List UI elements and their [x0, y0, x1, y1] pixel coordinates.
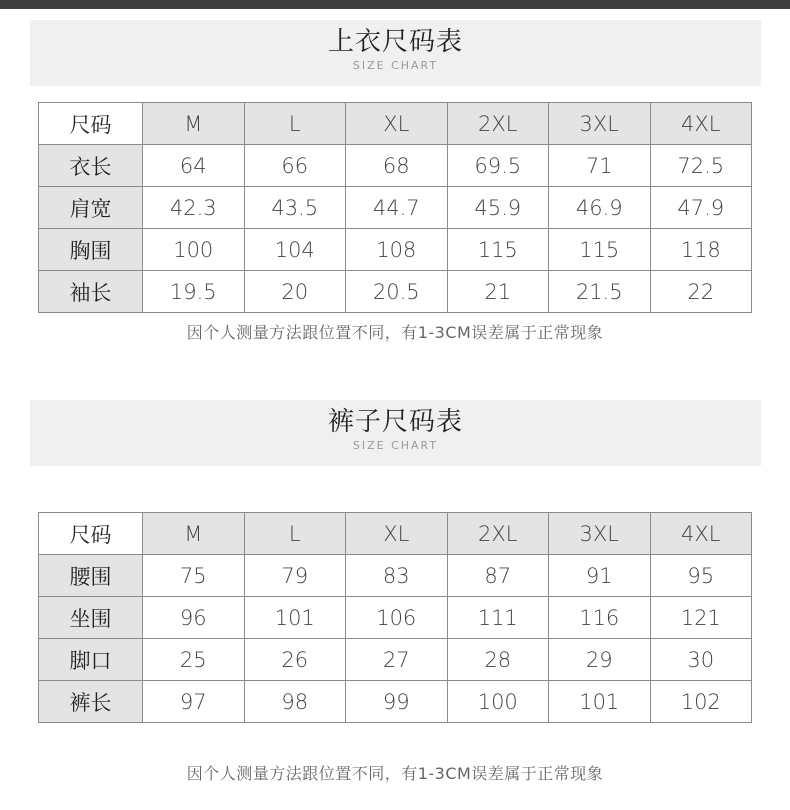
top-bar [0, 0, 790, 9]
value-cell: 101 [244, 597, 346, 639]
size-cell: 3XL [549, 103, 651, 145]
value-cell: 69.5 [447, 145, 549, 187]
table-row [39, 597, 752, 639]
table-row [39, 639, 752, 681]
value-cell: 72.5 [650, 145, 752, 187]
size-cell: L [244, 513, 346, 555]
table-row [39, 681, 752, 723]
value-cell: 115 [447, 229, 549, 271]
value-cell: 101 [549, 681, 651, 723]
size-cell: M [143, 513, 245, 555]
value-cell: 68 [346, 145, 448, 187]
table-row [39, 145, 752, 187]
value-cell: 71 [549, 145, 651, 187]
value-cell: 95 [650, 555, 752, 597]
size-cell: M [143, 103, 245, 145]
value-cell: 111 [447, 597, 549, 639]
value-cell: 75 [143, 555, 245, 597]
shirt-chart-subtitle: SIZE CHART [352, 59, 439, 72]
value-cell: 100 [447, 681, 549, 723]
value-cell: 98 [244, 681, 346, 723]
header-label-cell: 尺码 [39, 103, 143, 145]
table-header-row [39, 103, 752, 145]
value-cell: 20.5 [346, 271, 448, 313]
value-cell: 115 [549, 229, 651, 271]
value-cell: 102 [650, 681, 752, 723]
value-cell: 97 [143, 681, 245, 723]
header-label-cell: 尺码 [39, 513, 143, 555]
pants-chart-title: 裤子尺码表 [327, 407, 463, 437]
size-cell: 4XL [650, 103, 752, 145]
value-cell: 44.7 [346, 187, 448, 229]
size-cell: XL [346, 103, 448, 145]
value-cell: 118 [650, 229, 752, 271]
row-label-cell: 脚口 [39, 639, 143, 681]
table-row [39, 187, 752, 229]
value-cell: 87 [447, 555, 549, 597]
value-cell: 99 [346, 681, 448, 723]
row-label-cell: 袖长 [39, 271, 143, 313]
pants-size-chart-header [30, 400, 761, 466]
table-row [39, 229, 752, 271]
row-label-cell: 胸围 [39, 229, 143, 271]
table-row [39, 271, 752, 313]
table-row [39, 555, 752, 597]
shirt-measurement-note: 因个人测量方法跟位置不同，有1-3CM误差属于正常现象 [186, 323, 604, 342]
value-cell: 26 [244, 639, 346, 681]
value-cell: 66 [244, 145, 346, 187]
value-cell: 45.9 [447, 187, 549, 229]
value-cell: 91 [549, 555, 651, 597]
pants-measurement-note: 因个人测量方法跟位置不同，有1-3CM误差属于正常现象 [186, 764, 604, 783]
size-cell: 2XL [447, 103, 549, 145]
value-cell: 64 [143, 145, 245, 187]
value-cell: 100 [143, 229, 245, 271]
value-cell: 121 [650, 597, 752, 639]
shirt-size-chart-header [30, 20, 761, 86]
size-cell: 3XL [549, 513, 651, 555]
value-cell: 43.5 [244, 187, 346, 229]
shirt-size-table [38, 102, 752, 313]
value-cell: 29 [549, 639, 651, 681]
row-label-cell: 裤长 [39, 681, 143, 723]
value-cell: 30 [650, 639, 752, 681]
row-label-cell: 坐围 [39, 597, 143, 639]
table-header-row [39, 513, 752, 555]
value-cell: 19.5 [143, 271, 245, 313]
size-cell: 4XL [650, 513, 752, 555]
shirt-chart-title: 上衣尺码表 [327, 27, 463, 57]
value-cell: 83 [346, 555, 448, 597]
value-cell: 47.9 [650, 187, 752, 229]
size-cell: XL [346, 513, 448, 555]
value-cell: 79 [244, 555, 346, 597]
size-cell: 2XL [447, 513, 549, 555]
value-cell: 25 [143, 639, 245, 681]
value-cell: 21 [447, 271, 549, 313]
size-cell: L [244, 103, 346, 145]
value-cell: 108 [346, 229, 448, 271]
value-cell: 21.5 [549, 271, 651, 313]
value-cell: 116 [549, 597, 651, 639]
value-cell: 22 [650, 271, 752, 313]
value-cell: 46.9 [549, 187, 651, 229]
value-cell: 28 [447, 639, 549, 681]
value-cell: 96 [143, 597, 245, 639]
pants-chart-subtitle: SIZE CHART [352, 439, 439, 452]
row-label-cell: 肩宽 [39, 187, 143, 229]
row-label-cell: 腰围 [39, 555, 143, 597]
value-cell: 106 [346, 597, 448, 639]
value-cell: 42.3 [143, 187, 245, 229]
value-cell: 27 [346, 639, 448, 681]
value-cell: 104 [244, 229, 346, 271]
row-label-cell: 衣长 [39, 145, 143, 187]
pants-size-table [38, 512, 752, 723]
value-cell: 20 [244, 271, 346, 313]
